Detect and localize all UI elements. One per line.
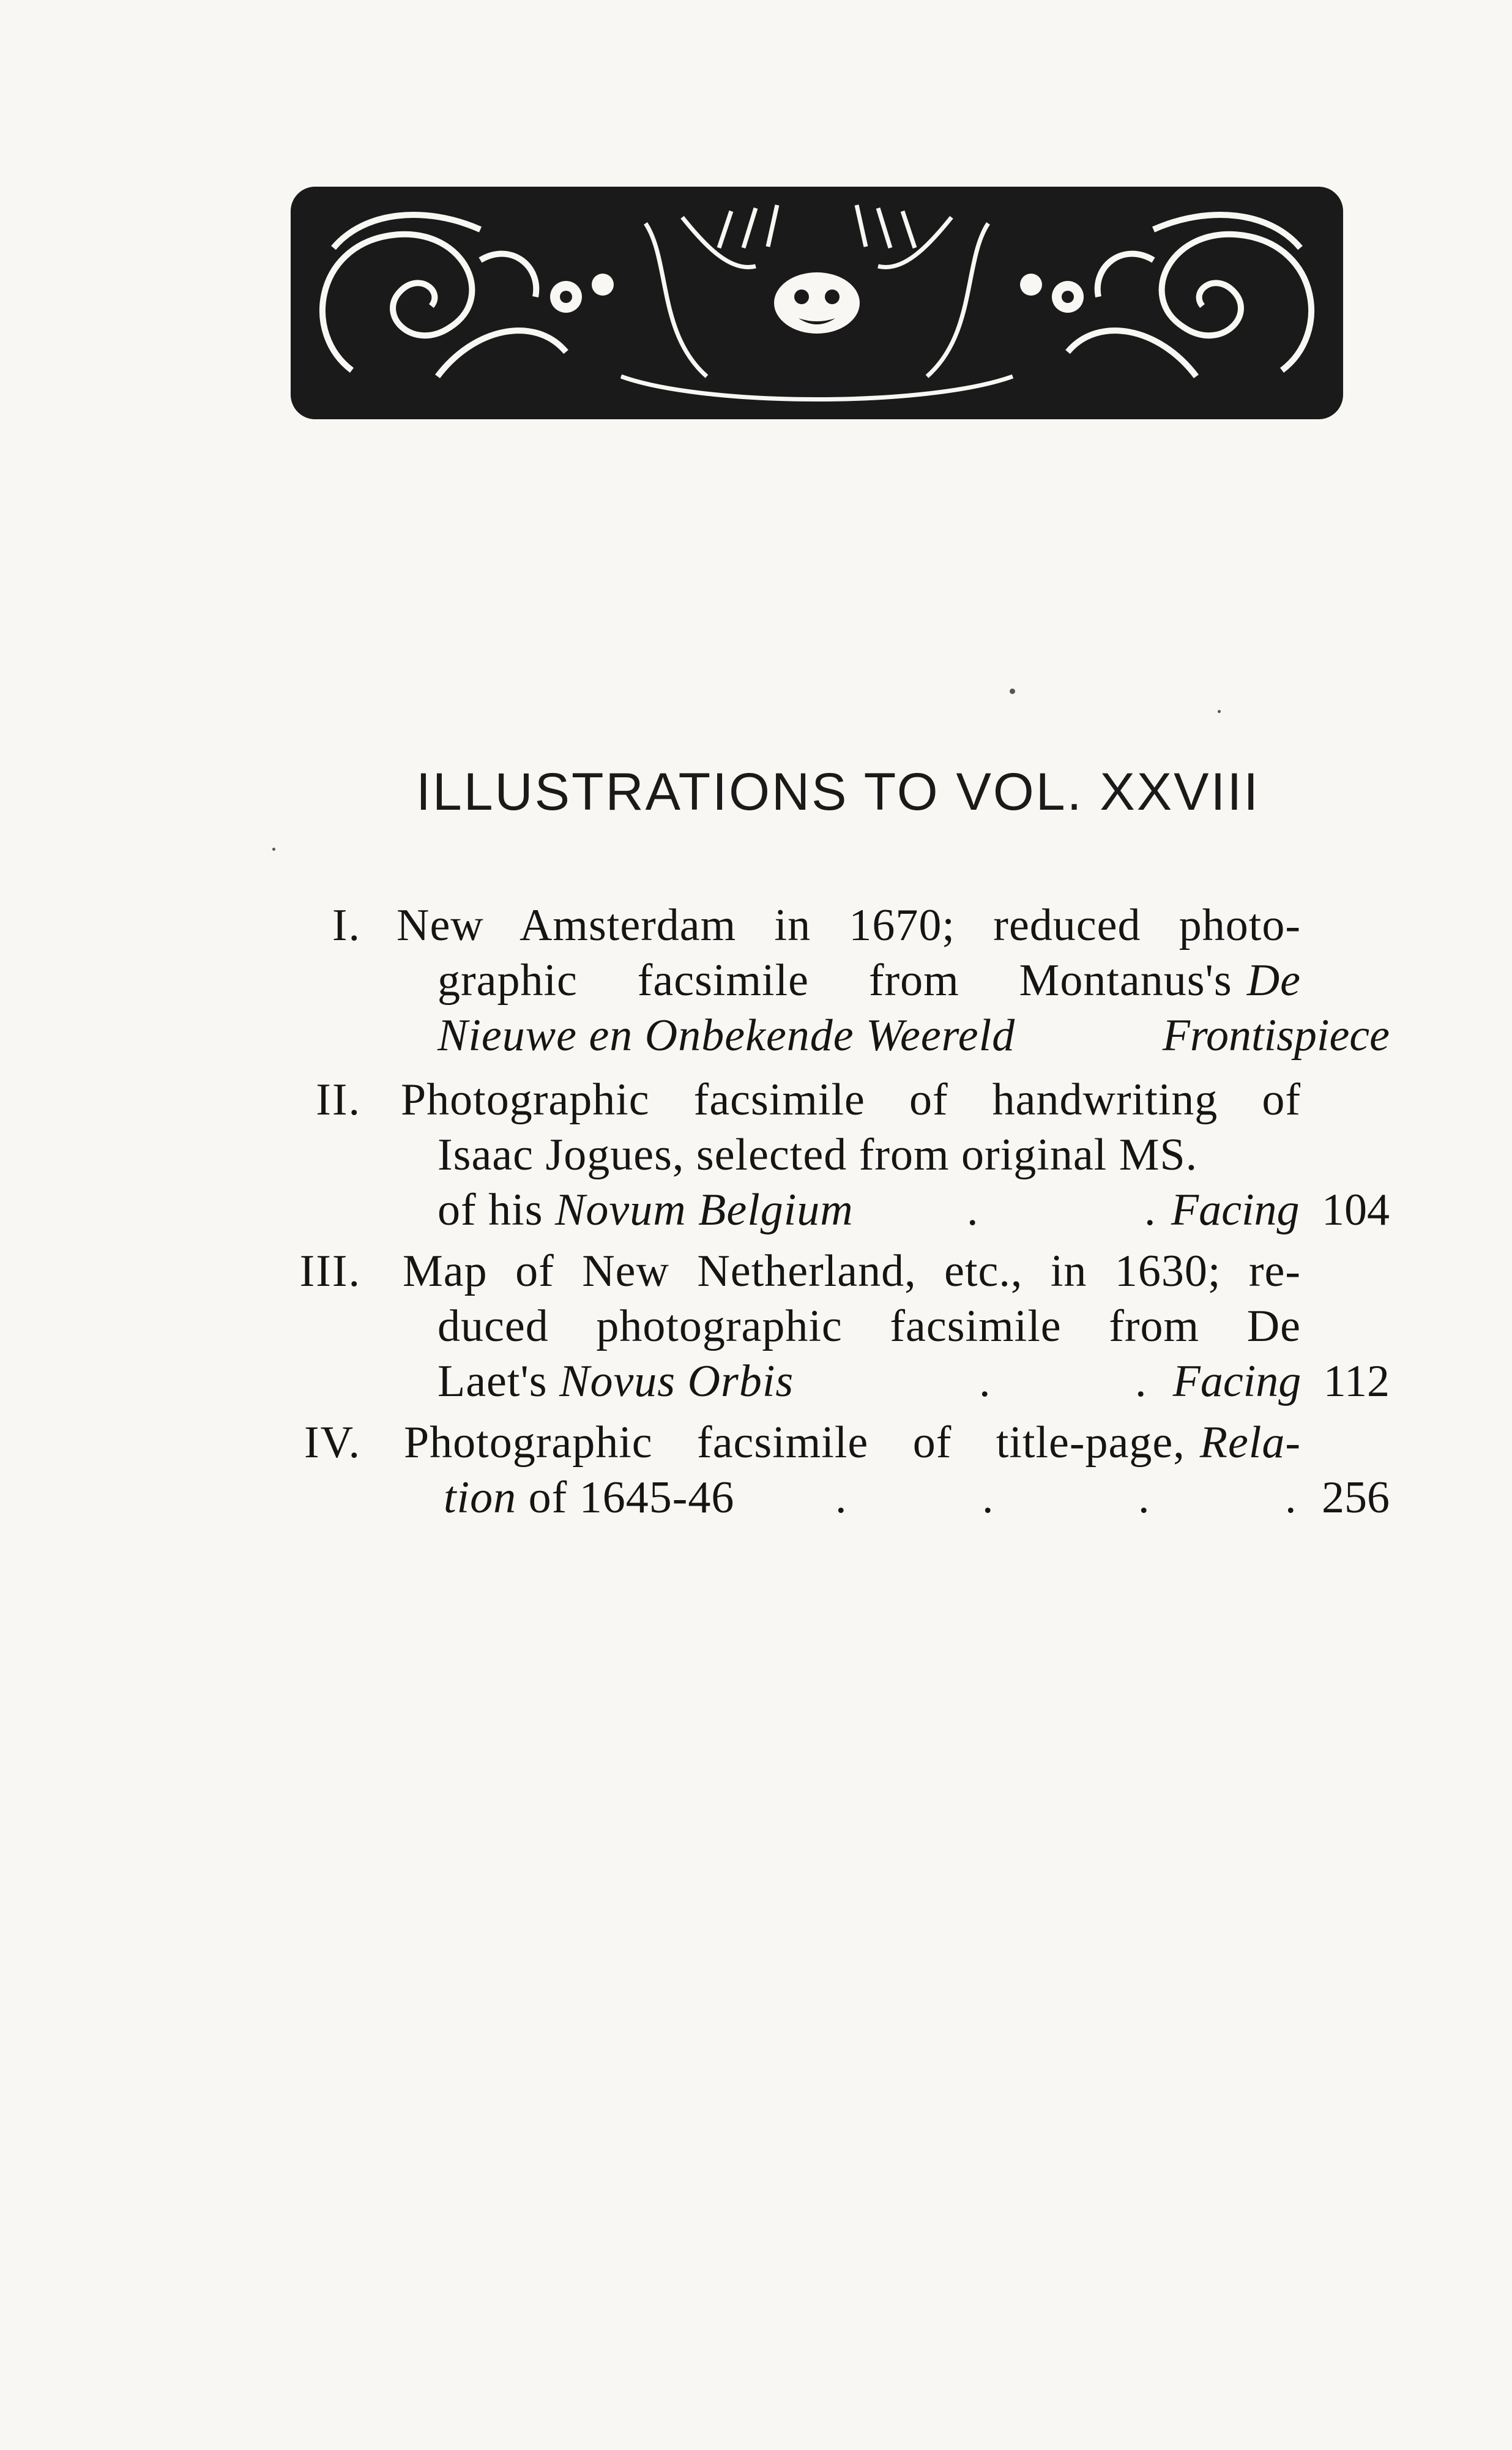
page-reference [1173,1356,1390,1408]
entry-text: graphic facsimile from Montanus's [438,955,1232,1006]
page-title: ILLUSTRATIONS TO VOL. XXVIII [416,763,1261,821]
leader-dot: . [1285,1473,1297,1523]
entry-line [444,1472,734,1524]
leader-dot: . [982,1473,994,1523]
entry-line: Map of New Netherland, etc., in 1630; re- [403,1246,1301,1296]
entry-italic-text: De [1246,955,1301,1006]
page-reference [1171,1184,1390,1236]
entry-text: of 1645-46 [528,1473,735,1523]
entry-line [404,1417,1301,1469]
ink-speck [1010,689,1015,694]
frontispiece-label: Frontispiece [1162,1010,1390,1061]
page-number: 104 [1322,1185,1390,1235]
entry-line [438,1356,794,1408]
facing-label: Facing [1172,1356,1302,1406]
entry-italic-text: Rela- [1199,1417,1301,1468]
leader-dot: . [1138,1473,1150,1523]
facing-label: Facing [1171,1185,1300,1235]
leader-dot: . [1144,1185,1156,1235]
entry-number: II. [316,1075,361,1125]
entry-line: New Amsterdam in 1670; reduced photo- [397,900,1301,950]
leader-dot: . [979,1356,991,1406]
entry-text: Photographic facsimile of title-page, [404,1417,1185,1468]
ornamental-headpiece [278,174,1355,431]
entry-text: of his [438,1185,543,1235]
entry-italic-text: Novus Orbis [559,1356,794,1406]
entry-number: IV. [304,1417,361,1468]
entry-line: Isaac Jogues, selected from original MS. [438,1130,1198,1180]
entry-number: I. [332,900,361,950]
entry-number: III. [299,1246,361,1296]
entry-line [438,955,1301,1007]
leader-dot: . [967,1185,978,1235]
page-number: 112 [1323,1356,1390,1406]
entry-italic-text: Novum Belgium [555,1185,854,1235]
entry-italic-text: tion [444,1473,517,1523]
entry-line: Photographic facsimile of handwriting of [401,1075,1301,1125]
page-number: 256 [1322,1473,1390,1523]
entry-line [438,1184,854,1236]
entry-line: duced photographic facsimile from De [438,1301,1301,1351]
leader-dot: . [835,1473,847,1523]
ink-speck [1218,710,1221,713]
entry-text: Laet's [438,1356,548,1406]
ink-speck [272,848,275,851]
leader-dot: . [1135,1356,1147,1406]
entry-italic-text: Nieuwe en Onbekende Weereld [438,1010,1016,1061]
